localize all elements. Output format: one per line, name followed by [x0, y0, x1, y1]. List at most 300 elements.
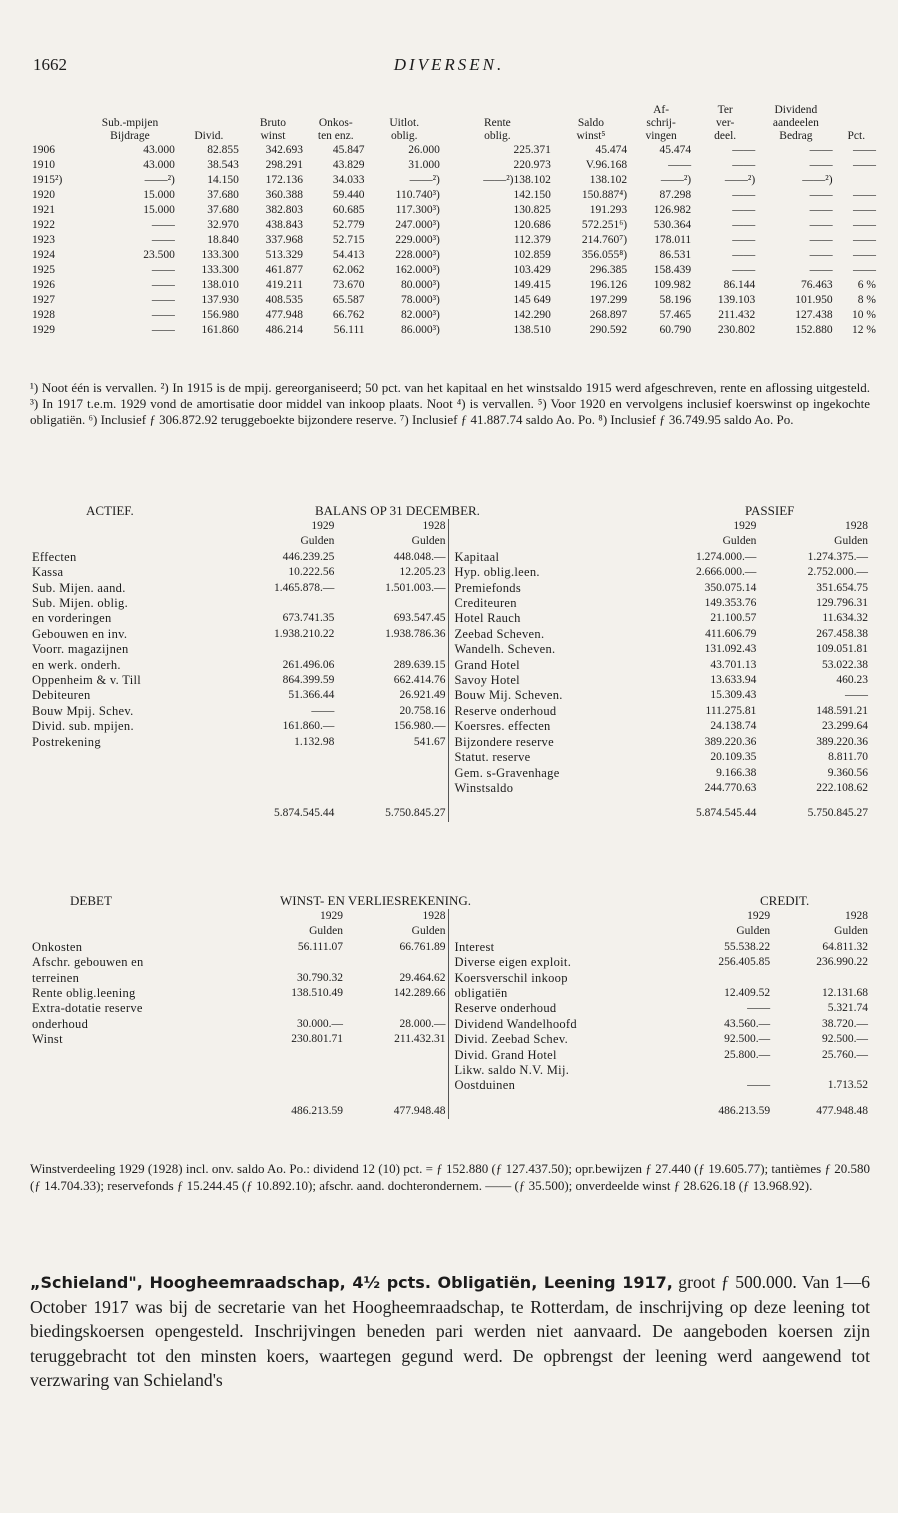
blank: [453, 924, 675, 939]
table-cell: 191.293: [589, 204, 628, 216]
ledger-value-b: 448.048.—: [393, 550, 446, 563]
ledger-value-a: 2.666.000.—: [696, 566, 757, 579]
unit-a: Gulden: [300, 535, 335, 548]
table-cell: 142.290: [513, 309, 551, 321]
table-cell: ——: [809, 219, 833, 231]
ledger-value-b: [345, 955, 448, 970]
table-cell: 360.388: [265, 189, 303, 201]
table-cell: 513.329: [265, 249, 303, 261]
table-cell: ——: [853, 159, 876, 171]
ledger-label: Wandelh. Scheven.: [454, 642, 556, 657]
unit-b: Gulden: [834, 925, 868, 938]
table-cell: ——: [809, 249, 833, 261]
ledger-value-a: 55.538.22: [724, 940, 771, 953]
ledger-value-a: 43.701.13: [710, 658, 757, 671]
table-cell: ——: [809, 204, 833, 216]
ledger-label: Onkosten: [32, 939, 83, 954]
year-a: 1929: [747, 910, 771, 922]
ledger-value-a: 1.465.878.—: [273, 581, 335, 594]
ledger-value-a: [225, 642, 336, 657]
table-cell: 66.762: [332, 309, 365, 321]
table-cell: ——: [732, 264, 756, 276]
table-cell: 112.379: [513, 234, 551, 246]
ledger-row: [453, 550, 871, 565]
row-year: 1920: [32, 189, 55, 201]
table-cell: 45.847: [332, 144, 365, 156]
ledger-value-a: 138.510.49: [291, 987, 343, 1000]
table-cell: 58.196: [659, 294, 692, 306]
table-row: [30, 263, 878, 278]
col-header-line: oblig.: [390, 130, 418, 142]
table-cell: 43.000: [143, 144, 175, 156]
ledger-value-b: 236.990.22: [816, 956, 868, 969]
winstverdeeling: Winstverdeeling 1929 (1928) incl. onv. saldo Ao. Po.: dividend 12 (10) pct. = ƒ 152.880 (ƒ 127.437.50); opr.bewijzen ƒ 27.440 (ƒ 19.605.77); tantièmes ƒ 20.580 (ƒ 14.704.33); reservefonds ƒ 15.244.45 (ƒ 10.892.10); afschr. aand. dochterondernem. —— (ƒ 35.500); onverdeelde winst ƒ 28.626.18 (ƒ 13.968.92).: [30, 1161, 870, 1193]
table-cell: 138.010: [201, 279, 239, 291]
year-a: 1929: [733, 520, 757, 532]
col-header: [241, 104, 305, 143]
table-cell: 45.474: [595, 144, 628, 156]
table-cell: ——²): [144, 174, 175, 186]
table-cell: ——²)138.102: [483, 174, 551, 186]
ledger-value-b: 1.501.003.—: [385, 581, 446, 594]
running-title: DIVERSEN.: [393, 55, 505, 74]
ledger-value-a: [225, 596, 336, 611]
ledger-value-b: 211.432.31: [394, 1033, 446, 1046]
ledger-value-a: 230.801.71: [291, 1033, 343, 1046]
spacer: [30, 1048, 448, 1063]
ledger-value-b: 5.321.74: [827, 1002, 868, 1015]
table-cell: 43.000: [143, 159, 175, 171]
col-header: [442, 104, 553, 143]
table-cell: ——: [809, 159, 833, 171]
ledger-label: Bouw Mpij. Schev.: [32, 703, 134, 718]
ledger-value-a: 1.274.000.—: [696, 550, 757, 563]
ledger-label: Afschr. gebouwen en: [32, 955, 144, 970]
ledger-label: terreinen: [32, 970, 80, 985]
footnotes: ¹) Noot één is vervallen. ²) In 1915 is de mpij. gereorganiseerd; 50 pct. van het kapitaal en het winstsaldo 1915 werd afgeschreven, rente en aflossing uitgesteld. ³) In 1917 t.e.m. 1929 vond de amortisatie door middel van inkoop plaats. Noot ⁴) is vervallen. ⁵) Voor 1920 en vervolgens inclusief koerswinst op ingekochte obligatiën. ⁶) Inclusief ƒ 306.872.92 teruggeboekte bijzondere reserve. ⁷) Inclusief ƒ 41.887.74 saldo Ao. Po. ⁸) Inclusief ƒ 36.749.95 saldo Ao. Po.: [30, 380, 870, 427]
table-cell: 110.740³): [395, 189, 440, 201]
table-cell: 78.000³): [400, 294, 440, 306]
table-cell: 530.364: [653, 219, 692, 231]
spacer-row: [30, 1063, 448, 1078]
balance-right-heading: PASSIEF: [745, 503, 795, 518]
blank: [30, 924, 242, 939]
table-cell: 12 %: [852, 324, 876, 336]
pl-right-heading: CREDIT.: [760, 893, 810, 908]
blank: [30, 519, 225, 534]
table-cell: 15.000: [143, 204, 175, 216]
col-header-line: Pct.: [847, 130, 866, 142]
table-cell: ——: [853, 219, 876, 231]
total-row: [453, 796, 871, 821]
blank: [453, 519, 647, 534]
ledger-row: [30, 565, 448, 580]
ledger-value-a: 13.633.94: [710, 674, 757, 687]
table-cell: 32.970: [207, 219, 239, 231]
ledger-value-b: 2.752.000.—: [807, 566, 868, 579]
table-cell: 15.000: [143, 189, 175, 201]
unit-a: Gulden: [736, 925, 771, 938]
ledger-value-a: 149.353.76: [704, 597, 757, 610]
table-cell: 102.859: [513, 249, 551, 261]
ledger-row: [453, 940, 871, 955]
table-cell: ——²): [724, 174, 756, 186]
table-cell: ——: [853, 189, 876, 201]
ledger-value-b: 53.022.38: [822, 658, 868, 671]
ledger-row: [30, 1001, 448, 1016]
ledger-value-a: 51.366.44: [288, 689, 335, 702]
ledger-label: Kassa: [32, 565, 64, 580]
ledger-label: Gebouwen en inv.: [32, 626, 128, 641]
year-header: [30, 909, 448, 924]
ledger-label: Premiefonds: [454, 580, 521, 595]
table-cell: 149.415: [513, 279, 551, 291]
col-header-line: Rente: [483, 117, 511, 129]
ledger-row: [30, 955, 448, 970]
ledger-row: [453, 1063, 871, 1078]
col-header-line: Onkos-: [318, 117, 353, 129]
table-cell: 103.429: [513, 264, 551, 276]
ledger-row: [453, 704, 871, 719]
ledger-value-b: [772, 971, 870, 986]
table-cell: 117.300³): [395, 204, 440, 216]
ledger-row: [30, 735, 448, 750]
table-cell: 211.432: [718, 309, 756, 321]
table-cell: ——: [853, 234, 876, 246]
table-cell: 162.000³): [395, 264, 440, 276]
ledger-label: Zeebad Scheven.: [454, 626, 545, 641]
ledger-row: [30, 1017, 448, 1032]
row-year: 1929: [32, 324, 55, 336]
ledger-row: [453, 1032, 871, 1047]
row-year: 1924: [32, 249, 55, 261]
ledger-value-b: 129.796.31: [816, 597, 868, 610]
table-cell: 87.298: [659, 189, 692, 201]
col-year: [30, 104, 83, 143]
ledger-value-a: 30.000.—: [296, 1017, 343, 1030]
dividend-table: [30, 104, 878, 338]
table-cell: 31.000: [408, 159, 440, 171]
ledger-value-a: 30.790.32: [296, 971, 343, 984]
ledger-label: Oppenheim & v. Till: [32, 673, 142, 688]
ledger-value-b: 9.360.56: [827, 766, 868, 779]
table-cell: ——: [853, 144, 876, 156]
table-cell: 438.843: [265, 219, 303, 231]
ledger-value-a: 131.092.43: [704, 643, 757, 656]
ledger-value-b: 222.108.62: [816, 781, 868, 794]
col-header-line: schrij-: [646, 117, 676, 129]
table-cell: 230.802: [717, 324, 756, 336]
ledger-label: Divid. sub. mpijen.: [32, 719, 134, 734]
unit-a: Gulden: [309, 925, 343, 938]
table-cell: 298.291: [265, 159, 303, 171]
ledger-value-b: 23.299.64: [822, 720, 868, 733]
ledger-value-b: [345, 1001, 448, 1016]
ledger-label: Diverse eigen exploit.: [454, 955, 572, 970]
table-cell: 73.670: [332, 279, 365, 291]
table-cell: ——: [151, 279, 175, 291]
table-cell: 382.803: [265, 204, 303, 216]
table-cell: 133.300: [201, 249, 239, 261]
table-cell: ——: [732, 219, 756, 231]
table-cell: ——: [853, 264, 876, 276]
ledger-value-b: 66.761.89: [399, 940, 446, 953]
ledger-row: [30, 1032, 448, 1047]
table-cell: 290.592: [589, 324, 628, 336]
table-cell: 54.413: [332, 249, 365, 261]
ledger-label: obligatiën: [454, 986, 508, 1001]
pl-heading: [30, 893, 870, 909]
ledger-row: [453, 719, 871, 734]
table-cell: 34.033: [332, 174, 365, 186]
table-cell: 228.000³): [395, 249, 440, 261]
col-header-line: Saldo: [577, 117, 605, 129]
year-a: 1929: [311, 520, 335, 532]
ledger-row: [30, 971, 448, 986]
col-header-line: oblig.: [484, 130, 511, 142]
table-cell: 76.463: [800, 279, 833, 291]
col-header: [177, 104, 241, 143]
table-cell: 225.371: [513, 144, 551, 156]
ledger-row: [30, 658, 448, 673]
table-cell: 14.150: [207, 174, 239, 186]
unit-b: Gulden: [834, 535, 868, 548]
ledger-row: [30, 986, 448, 1001]
ledger-label: Statut. reserve: [454, 750, 531, 765]
col-header-line: ten enz.: [317, 130, 354, 142]
col-header-line: aandeelen: [772, 117, 819, 129]
table-cell: 572.251⁶): [581, 219, 628, 231]
ledger-row: [453, 1078, 871, 1093]
ledger-label: Sub. Mijen. aand.: [32, 580, 126, 595]
ledger-row: [30, 627, 448, 642]
ledger-value-b: 267.458.38: [816, 627, 868, 640]
ledger-label: Reserve onderhoud: [454, 703, 557, 718]
table-cell: 247.000³): [395, 219, 440, 231]
ledger-label: Hyp. oblig.leen.: [454, 565, 540, 580]
table-cell: ——: [732, 189, 756, 201]
table-cell: 37.680: [207, 189, 239, 201]
ledger-value-b: [772, 1063, 870, 1078]
table-cell: 38.543: [207, 159, 239, 171]
table-cell: 126.982: [653, 204, 692, 216]
unit-header: [30, 924, 448, 939]
table-cell: ——: [732, 249, 756, 261]
table-cell: 419.211: [266, 279, 303, 291]
ledger-row: [453, 1048, 871, 1063]
pl-right-table: [453, 909, 871, 1119]
table-cell: 178.011: [654, 234, 692, 246]
year-b: 1928: [845, 520, 868, 532]
ledger-row: [30, 940, 448, 955]
col-header: [629, 104, 693, 143]
col-header-line: Divid.: [194, 130, 224, 142]
ledger-row: [453, 565, 871, 580]
table-cell: ——: [151, 324, 175, 336]
ledger-value-b: 541.67: [413, 735, 446, 748]
table-cell: 10 %: [852, 309, 876, 321]
unit-a: Gulden: [722, 535, 757, 548]
table-row: [30, 158, 878, 173]
ledger-value-a: 256.405.85: [718, 956, 771, 969]
ledger-value-b: [336, 596, 447, 611]
ledger-label: Rente oblig.leening: [32, 986, 136, 1001]
ledger-value-a: 25.800.—: [724, 1048, 771, 1061]
table-cell: 150.887⁴): [581, 189, 628, 201]
year-b: 1928: [422, 910, 446, 922]
table-cell: 82.855: [207, 144, 239, 156]
year-a: 1929: [319, 910, 343, 922]
table-cell: 138.510: [513, 324, 551, 336]
table-row: [30, 248, 878, 263]
ledger-value-b: [336, 642, 447, 657]
table-row: [30, 323, 878, 338]
total-row: [30, 796, 448, 821]
ledger-row: [453, 750, 871, 765]
ledger-row: [453, 627, 871, 642]
total-row: [453, 1094, 871, 1119]
col-header: [553, 104, 629, 143]
ledger-row: [453, 986, 871, 1001]
table-row: [30, 293, 878, 308]
total-a: 486.213.59: [718, 1104, 771, 1117]
ledger-row: [453, 658, 871, 673]
ledger-value-b: 460.23: [836, 674, 868, 687]
table-cell: ——: [732, 159, 756, 171]
ledger-row: [453, 781, 871, 796]
ledger-label: Hotel Rauch: [454, 611, 521, 626]
ledger-label: Crediteuren: [454, 596, 517, 611]
ledger-label: Dividend Wandelhoofd: [454, 1016, 577, 1031]
ledger-label: Interest: [454, 939, 495, 954]
table-cell: 127.438: [795, 309, 833, 321]
pl-title: WINST- EN VERLIESREKENING.: [280, 893, 472, 908]
table-cell: ——: [809, 189, 833, 201]
ledger-row: [30, 642, 448, 657]
ledger-value-a: 111.275.81: [705, 704, 757, 717]
ledger-row: [453, 611, 871, 626]
ledger-value-b: 156.980.—: [393, 720, 446, 733]
ledger-row: [30, 673, 448, 688]
table-cell: ——: [732, 204, 756, 216]
table-cell: 214.760⁷): [581, 234, 628, 246]
table-cell: 139.103: [717, 294, 756, 306]
ledger-value-b: 109.051.81: [816, 643, 868, 656]
ledger-value-a: [242, 1001, 345, 1016]
table-cell: 486.214: [265, 324, 303, 336]
ledger-label: Gem. s-Gravenhage: [454, 765, 560, 780]
spacer-row: [30, 766, 448, 781]
col-header-line: Sub.-mpijen: [101, 117, 159, 129]
table-cell: ——: [668, 159, 692, 171]
col-header: [367, 104, 442, 143]
table-cell: 130.825: [513, 204, 551, 216]
table-cell: 133.300: [201, 264, 239, 276]
year-header: [30, 519, 448, 534]
col-header: [835, 104, 878, 143]
ledger-label: Bijzondere reserve: [454, 734, 554, 749]
ledger-row: [453, 642, 871, 657]
ledger-value-b: 11.634.32: [822, 612, 868, 625]
table-cell: ——: [809, 264, 833, 276]
pl-left-table: [30, 909, 448, 1119]
table-cell: 59.440: [332, 189, 365, 201]
ledger-row: [453, 766, 871, 781]
table-cell: ——²): [409, 174, 440, 186]
table-cell: ——: [732, 234, 756, 246]
ledger-row: [30, 719, 448, 734]
total-b: 5.750.845.27: [807, 807, 868, 820]
article: [30, 1270, 870, 1392]
col-header: [83, 104, 177, 143]
ledger-value-b: 1.274.375.—: [807, 550, 868, 563]
blank: [30, 796, 225, 821]
table-cell: 56.111: [333, 324, 365, 336]
ledger-label: Debiteuren: [32, 688, 91, 703]
ledger-value-a: [674, 1063, 772, 1078]
ledger-value-a: ——: [747, 1079, 771, 1092]
spacer: [30, 781, 448, 796]
unit-header: [453, 924, 871, 939]
unit-header: [30, 534, 448, 549]
table-cell: 337.968: [265, 234, 303, 246]
table-cell: ——²): [802, 174, 833, 186]
row-year: 1928: [32, 309, 55, 321]
blank: [453, 1094, 675, 1119]
table-cell: 158.439: [653, 264, 692, 276]
ledger-value-b: 12.131.68: [822, 987, 868, 1000]
table-cell: 86.144: [723, 279, 756, 291]
table-row: [30, 233, 878, 248]
table-cell: 197.299: [589, 294, 628, 306]
spacer-row: [30, 1078, 448, 1093]
row-year: 1921: [32, 204, 55, 216]
table-row: [30, 218, 878, 233]
ledger-value-a: 9.166.38: [716, 766, 757, 779]
ledger-value-a: [242, 955, 345, 970]
ledger-value-a: 20.109.35: [710, 751, 757, 764]
blank: [30, 1094, 242, 1119]
total-b: 477.948.48: [816, 1104, 868, 1117]
table-cell: [835, 173, 878, 188]
blank: [453, 909, 675, 924]
table-cell: 156.980: [201, 309, 239, 321]
table-cell: ——: [853, 204, 876, 216]
col-header-line: winst: [260, 130, 286, 142]
ledger-value-a: 161.860.—: [282, 720, 335, 733]
table-cell: 86.531: [659, 249, 692, 261]
table-cell: 6 %: [857, 279, 876, 291]
ledger-value-a: 92.500.—: [724, 1033, 771, 1046]
table-cell: 138.102: [589, 174, 628, 186]
ledger-row: [453, 673, 871, 688]
profit-loss: [30, 893, 870, 1119]
table-cell: 109.982: [653, 279, 692, 291]
table-cell: 65.587: [332, 294, 365, 306]
table-cell: 60.790: [659, 324, 692, 336]
unit-b: Gulden: [411, 535, 446, 548]
ledger-value-b: 142.289.66: [393, 987, 446, 1000]
year-b: 1928: [422, 520, 446, 532]
ledger-value-b: 289.639.15: [393, 658, 446, 671]
table-cell: ——: [151, 294, 175, 306]
ledger-value-a: 1.132.98: [294, 735, 335, 748]
ledger-label: Effecten: [32, 549, 77, 564]
ledger-value-b: 28.000.—: [399, 1017, 446, 1030]
unit-b: Gulden: [411, 925, 446, 938]
table-cell: 52.779: [332, 219, 365, 231]
ledger-value-b: 92.500.—: [822, 1033, 868, 1046]
